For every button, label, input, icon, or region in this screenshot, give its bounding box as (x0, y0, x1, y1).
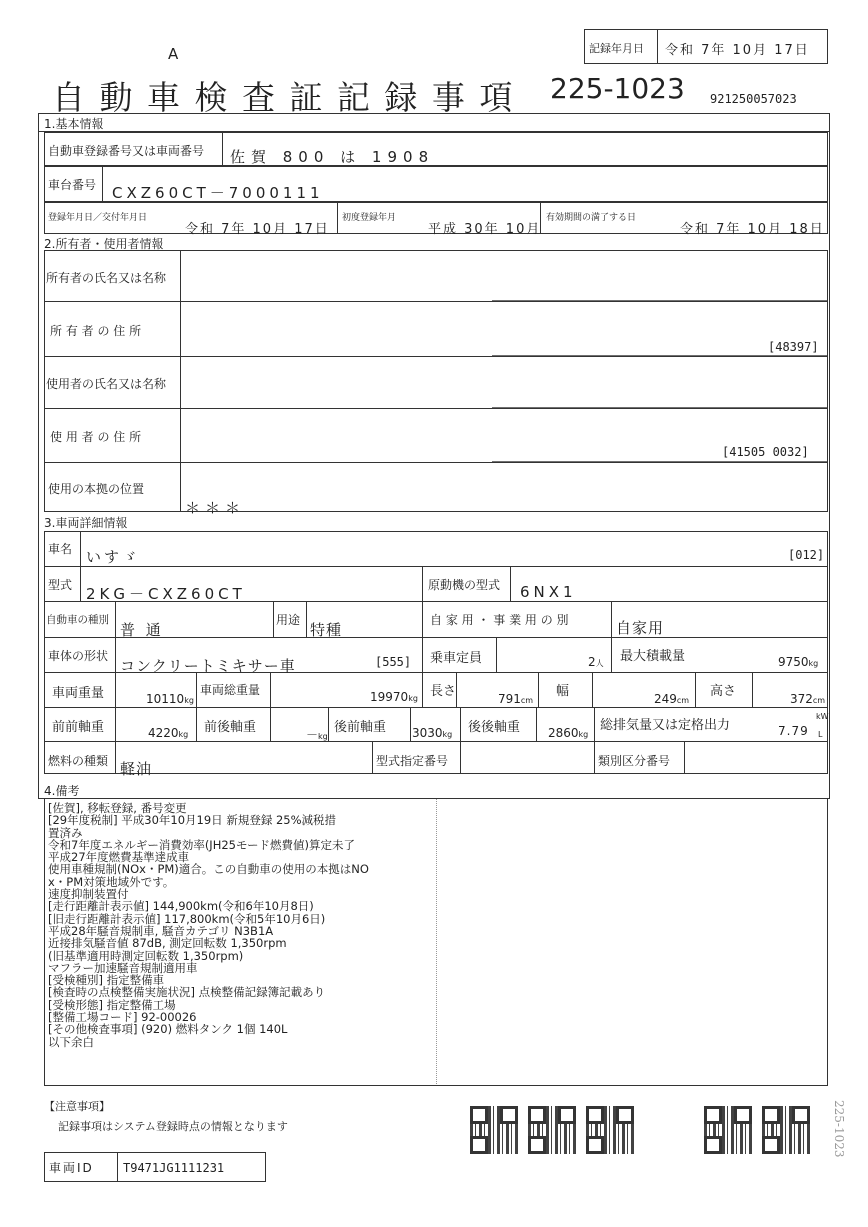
width-cell (654, 692, 689, 706)
user-name-label: 使用者の氏名又は名称 (46, 377, 167, 391)
class-label: 類別区分番号 (598, 754, 671, 768)
base-label: 使用の本拠の位置 (48, 482, 145, 496)
notes-title: 【注意事項】 (44, 1100, 110, 1113)
base-value: ＊＊＊ (185, 499, 246, 517)
remarks-text: [佐賀], 移転登録, 番号変更 [29年度税制] 平成30年10月19日 新規登録 25%減税措 置済み 令和7年度エネルギー消費効率(JH25モード燃費値)算定未了 平成27年度燃費基準達成車 使用車種規制(NOx・PM)適合。この自動車の使用の本拠はNO x・PM対策地域外です。 速度抑制装置付 [走行距離計表示値] 144,900km(令和6年10月8日) [旧走行距離計表示値] 117,800km(令和5年10月6日) 平成28年騒音規制車, 騒音カテゴリ N3B1A 近接排気騒音値 87dB, 測定回転数 1,350rpm (旧基準適用時測定回転数 1,350rpm) マフラー加速騒音規制適用車 [受検種別] 指定整備車 [検査時の点検整備実施状況] 点検整備記録簿記載あり [受検形態] 指定整備工場 [整備工場コード] 92-00026 [その他検査事項] (920) 燃料タンク 1個 140L 以下余白 (48, 801, 369, 1049)
maxload-unit: kg (808, 659, 819, 668)
fr-cell (306, 726, 328, 743)
body-label: 車体の形状 (48, 649, 109, 663)
qr-code-1 (470, 1106, 518, 1154)
owner-addr-label: 所 有 者 の 住 所 (50, 324, 142, 338)
first-reg-value: 平成 30年 10月 (428, 222, 542, 237)
reg-label: 自動車登録番号又は車両番号 (48, 144, 205, 158)
disp-value: 7.79 (778, 724, 809, 738)
fr-unit: kg (318, 732, 328, 741)
vehicle-id-box (44, 1152, 266, 1182)
business-label: 自 家 用 ・ 事 業 用 の 別 (430, 613, 569, 627)
disp-unit-top: kW (816, 712, 829, 721)
gross-label: 車両総重量 (200, 683, 261, 697)
record-date-label: 記録年月日 (589, 42, 644, 55)
capacity-cell (588, 655, 604, 669)
engine-label: 原動機の型式 (428, 578, 501, 592)
ff-unit: kg (178, 730, 189, 739)
gross-cell (370, 690, 418, 704)
length-value: 791 (498, 692, 521, 706)
disp-label: 総排気量又は定格出力 (600, 718, 731, 733)
fr-label: 前後軸重 (204, 720, 257, 735)
weight-value: 10110 (146, 692, 185, 706)
model-value: 2KG－CXZ60CT (86, 585, 246, 603)
capacity-value: 2 (588, 655, 596, 669)
maxload-value: 9750 (778, 655, 809, 669)
rr-unit: kg (578, 730, 589, 739)
document-serial: 921250057023 (710, 92, 797, 106)
document-number: 225-1023 (550, 72, 685, 105)
type-value: 普 通 (120, 621, 164, 639)
qr-code-2 (528, 1106, 576, 1154)
type-label: 自動車の種別 (46, 614, 109, 626)
capacity-unit: 人 (595, 659, 604, 668)
user-code: [41505 0032] (722, 445, 809, 459)
length-unit: cm (520, 696, 534, 705)
rr-cell (548, 726, 588, 740)
body-value: コンクリートミキサー車 (120, 657, 296, 675)
rf-label: 後前軸重 (334, 720, 387, 735)
width-unit: cm (676, 696, 690, 705)
gross-value: 19970 (370, 690, 409, 704)
document-title: 自 動 車 検 査 証 記 録 事 項 (52, 78, 515, 117)
make-code: [012] (788, 548, 825, 562)
gross-unit: kg (408, 694, 418, 703)
issue-label: 登録年月日／交付年月日 (48, 213, 148, 223)
qr-code-4 (704, 1106, 752, 1154)
owner-code: [48397] (768, 340, 819, 354)
header-mark: A (168, 45, 179, 63)
ff-label: 前前軸重 (52, 720, 105, 735)
record-date-value: 令和 7年 10月 17日 (665, 43, 810, 58)
vehicle-id-value: T9471JG1111231 (123, 1161, 225, 1175)
weight-cell (146, 692, 194, 706)
reg-value: 佐賀 800 は 1908 (230, 148, 435, 166)
engine-value: 6NX1 (520, 583, 577, 601)
length-cell (498, 692, 533, 706)
height-value: 372 (790, 692, 813, 706)
fuel-value: 軽油 (120, 760, 153, 778)
ff-value: 4220 (148, 726, 179, 740)
qr-code-3 (586, 1106, 634, 1154)
qr-code-5 (762, 1106, 810, 1154)
disp-cell (778, 724, 809, 738)
fr-value: － (306, 728, 319, 742)
length-label: 長さ (430, 684, 457, 699)
section2-title: 2.所有者・使用者情報 (44, 237, 164, 251)
weight-label: 車両重量 (52, 686, 105, 701)
expiry-label: 有効期間の満了する日 (546, 213, 637, 223)
capacity-label: 乗車定員 (430, 651, 483, 666)
width-value: 249 (654, 692, 677, 706)
designation-label: 型式指定番号 (376, 754, 449, 768)
use-label: 用途 (276, 613, 301, 627)
height-cell (790, 692, 825, 706)
ff-cell (148, 726, 188, 740)
owner-name-label: 所有者の氏名又は名称 (46, 271, 167, 285)
issue-value: 令和 7年 10月 17日 (185, 222, 330, 237)
body-code: [555] (375, 655, 412, 669)
section1-title: 1.基本情報 (44, 117, 104, 131)
expiry-value: 令和 7年 10月 18日 (680, 222, 825, 237)
height-label: 高さ (710, 684, 737, 699)
make-label: 車名 (48, 542, 73, 556)
handwritten-note: 225-1023 (832, 1100, 846, 1158)
first-reg-label: 初度登録年月 (342, 213, 397, 223)
rf-unit: kg (442, 730, 453, 739)
chassis-value: CXZ60CT－7000111 (112, 184, 324, 202)
use-value: 特種 (310, 621, 343, 639)
vehicle-id-label: 車両ID (49, 1161, 94, 1175)
model-label: 型式 (48, 578, 73, 592)
record-date-box (584, 29, 828, 64)
make-value: いすゞ (86, 548, 141, 566)
height-unit: cm (812, 696, 826, 705)
rf-value: 3030 (412, 726, 443, 740)
rf-cell (412, 726, 452, 740)
maxload-label: 最大積載量 (620, 649, 686, 664)
business-value: 自家用 (616, 619, 665, 637)
section3-title: 3.車両詳細情報 (44, 516, 128, 530)
user-addr-label: 使 用 者 の 住 所 (50, 430, 142, 444)
rr-label: 後後軸重 (468, 720, 521, 735)
chassis-label: 車台番号 (48, 178, 97, 192)
rr-value: 2860 (548, 726, 579, 740)
fuel-label: 燃料の種類 (48, 754, 109, 768)
notes-text: 記録事項はシステム登録時点の情報となります (58, 1120, 288, 1133)
width-label: 幅 (556, 684, 570, 699)
disp-unit-bottom: L (818, 730, 823, 739)
section4-title: 4.備考 (44, 784, 80, 798)
maxload-cell (778, 655, 818, 669)
weight-unit: kg (184, 696, 194, 705)
